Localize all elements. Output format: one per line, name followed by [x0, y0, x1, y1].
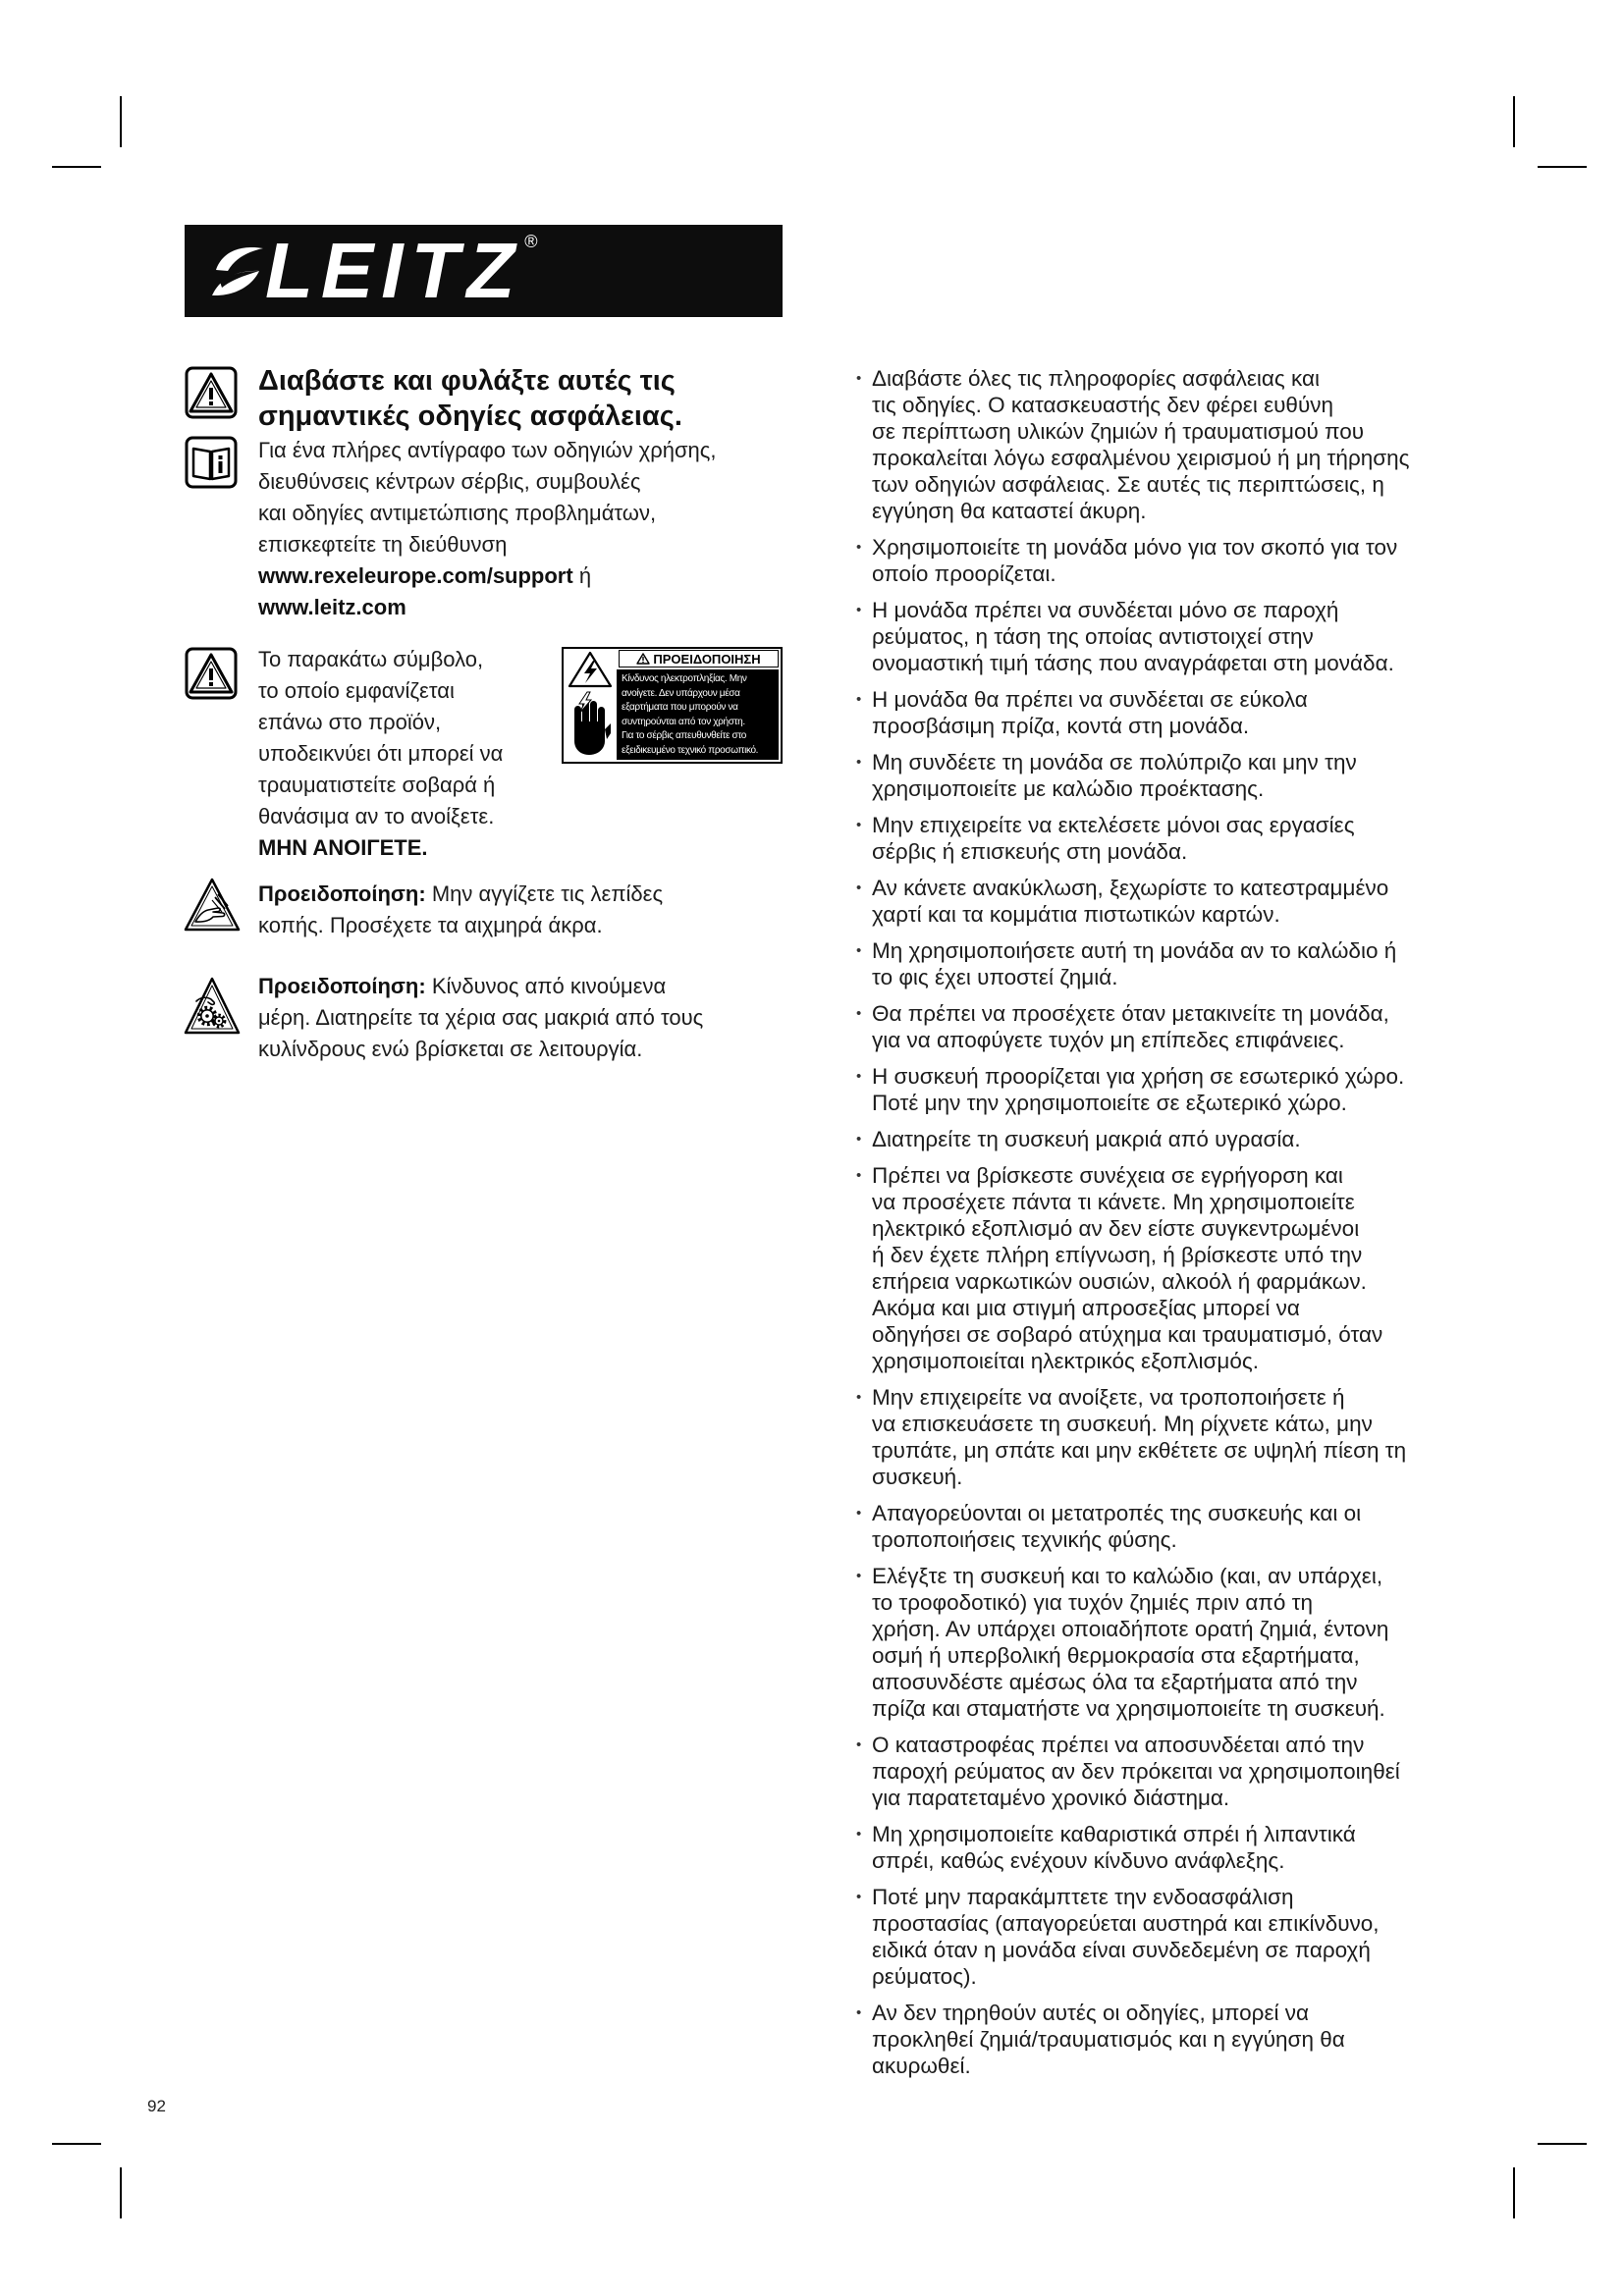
text-line: μέρη. Διατηρείτε τα χέρια σας μακριά από τους: [258, 1005, 704, 1030]
text-line: [258, 971, 703, 1002]
small-warning-icon: [636, 653, 650, 665]
text-line: επάνω στο προϊόν,: [258, 710, 442, 734]
list-item: • Μην επιχειρείτε να εκτελέσετε μόνοι σας εργασίες σέρβις ή επισκευής στη μονάδα.: [856, 812, 1563, 865]
list-item: • Η μονάδα θα πρέπει να συνδέεται σε εύκολα προσβάσιμη πρίζα, κοντά στη μονάδα.: [856, 686, 1563, 739]
text-fragment: Μην αγγίζετε τις λεπίδες: [431, 881, 664, 906]
list-item: • Μην επιχειρείτε να ανοίξετε, να τροποποιήσετε ή να επισκευάσετε τη συσκευή. Μη ρίχνετε κάτω, μην τρυπάτε, μη σπάτε και μην εκθέτετε σε υψηλή πίεση τη συσκευή.: [856, 1384, 1563, 1490]
list-item: • Διατηρείτε τη συσκευή μακριά από υγρασία.: [856, 1126, 1563, 1152]
list-item: • Μη χρησιμοποιήσετε αυτή τη μονάδα αν το καλώδιο ή το φις έχει υποστεί ζημιά.: [856, 937, 1563, 990]
do-not-open-text: ΜΗΝ ΑΝΟΙΓΕΤΕ.: [258, 835, 428, 860]
list-item: • Απαγορεύονται οι μετατροπές της συσκευής και οι τροποποιήσεις τεχνικής φύσης.: [856, 1500, 1563, 1553]
crop-mark-top-left-horizontal: [52, 166, 101, 168]
leitz-url: www.leitz.com: [258, 595, 406, 619]
manual-info-paragraph: [258, 435, 717, 623]
list-item: • Χρησιμοποιείτε τη μονάδα μόνο για τον σκοπό για τον οποίο προορίζεται.: [856, 534, 1563, 587]
text-line: κυλίνδρους ενώ βρίσκεται σε λειτουργία.: [258, 1037, 643, 1061]
label-header: [619, 650, 779, 667]
moving-parts-warning-icon: [183, 976, 242, 1037]
instruction-book-icon: [185, 436, 238, 489]
crop-mark-bottom-left-horizontal: [52, 2143, 101, 2145]
page-number: 92: [147, 2097, 166, 2115]
moving-parts-warning-paragraph: [258, 971, 703, 1065]
warning-triangle-icon: [185, 366, 238, 419]
crop-mark-top-right-horizontal: [1538, 166, 1587, 168]
warning-label-text: Προειδοποίηση:: [258, 974, 426, 998]
text-line: Για ένα πλήρες αντίγραφο των οδηγιών χρήσης,: [258, 438, 717, 462]
text-line: [258, 592, 717, 623]
logo-text: LEITZ: [265, 227, 523, 314]
page-title: [258, 363, 682, 434]
text-line: διευθύνσεις κέντρων σέρβις, συμβουλές: [258, 469, 641, 494]
label-body-text: Κίνδυνος ηλεκτροπληξίας. Μην ανοίγετε. Δεν υπάρχουν μέσα εξαρτήματα που μπορούν να συντηρούνται από τον χρήστη. Για το σέρβις απευθυνθείτε στο εξειδικευμένο τεχνικό προσωπικό.: [617, 669, 779, 760]
warning-label-text: Προειδοποίηση:: [258, 881, 426, 906]
list-item: • Θα πρέπει να προσέχετε όταν μετακινείτε τη μονάδα, για να αποφύγετε τυχόν μη επίπεδες επιφάνειες.: [856, 1000, 1563, 1053]
label-header-text: ΠΡΟΕΙΔΟΠΟΙΗΣΗ: [653, 651, 761, 667]
registered-mark: ®: [524, 232, 538, 251]
crop-mark-bottom-right-vertical: [1513, 2167, 1515, 2218]
text-line: και οδηγίες αντιμετώπισης προβλημάτων,: [258, 501, 657, 525]
list-item: • Η συσκευή προορίζεται για χρήση σε εσωτερικό χώρο. Ποτέ μην την χρησιμοποιείτε σε εξωτερικό χώρο.: [856, 1063, 1563, 1116]
text-line: Το παρακάτω σύμβολο,: [258, 647, 484, 671]
text-fragment: Κίνδυνος από κινούμενα: [431, 974, 667, 998]
or-text: ή: [578, 563, 592, 588]
blade-warning-paragraph: [258, 879, 663, 941]
cutting-blade-warning-icon: [183, 877, 242, 934]
text-line: [258, 879, 663, 910]
logo-wordmark: [265, 225, 537, 317]
text-line: κοπής. Προσέχετε τα αιχμηρά άκρα.: [258, 913, 603, 937]
text-line: θανάσιμα αν το ανοίξετε.: [258, 804, 495, 828]
list-item: • Αν κάνετε ανακύκλωση, ξεχωρίστε το κατεστραμμένο χαρτί και τα κομμάτια πιστωτικών καρτών.: [856, 875, 1563, 928]
list-item: • Αν δεν τηρηθούν αυτές οι οδηγίες, μπορεί να προκληθεί ζημιά/τραυματισμός και η εγγύηση θα ακυρωθεί.: [856, 2000, 1563, 2079]
text-line: [258, 561, 717, 592]
list-item: • Διαβάστε όλες τις πληροφορίες ασφάλειας και τις οδηγίες. Ο κατασκευαστής δεν φέρει ευθύνη σε περίπτωση υλικών ζημιών ή τραυματισμού που προκαλείται λόγω εσφαλμένου χειρισμού ή μη τήρησης των οδηγιών ασφάλειας. Σε αυτές τις περιπτώσεις, η εγγύηση θα καταστεί άκυρη.: [856, 365, 1563, 524]
list-item: • Η μονάδα πρέπει να συνδέεται μόνο σε παροχή ρεύματος, η τάση της οποίας αντιστοιχεί στην ονομαστική τιμή τάσης που αναγράφεται στη μονάδα.: [856, 597, 1563, 676]
text-line: τραυματιστείτε σοβαρά ή: [258, 773, 496, 797]
warning-triangle-icon: [185, 647, 238, 700]
crop-mark-bottom-right-horizontal: [1538, 2143, 1587, 2145]
list-item: • Ελέγξτε τη συσκευή και το καλώδιο (και, αν υπάρχει, το τροφοδοτικό) για τυχόν ζημιές πριν από τη χρήση. Αν υπάρχει οποιαδήποτε ορατή ζημιά, έντονη οσμή ή υπερβολική θερμοκρασία στα εξαρτήματα, αποσυνδέστε αμέσως όλα τα εξαρτήματα από την πρίζα και σταματήστε να χρησιμοποιείτε τη συσκευή.: [856, 1563, 1563, 1722]
product-warning-label: [562, 647, 783, 764]
crop-mark-top-right-vertical: [1513, 96, 1515, 147]
list-item: • Πρέπει να βρίσκεστε συνέχεια σε εγρήγορση και να προσέχετε πάντα τι κάνετε. Μη χρησιμοποιείτε ηλεκτρικό εξοπλισμό αν δεν είστε συγκεντρωμένοι ή δεν έχετε πλήρη επίγνωση, ή βρίσκεστε υπό την επήρεια ναρκωτικών ουσιών, αλκοόλ ή φαρμάκων. Ακόμα και μια στιγμή απροσεξίας μπορεί να οδηγήσει σε σοβαρό ατύχημα και τραυματισμό, όταν χρησιμοποιείται ηλεκτρικός εξοπλισμός.: [856, 1162, 1563, 1374]
heading-line: Διαβάστε και φυλάξτε αυτές τις: [258, 365, 676, 397]
leitz-leaf-icon: [210, 240, 265, 301]
list-item: • Ποτέ μην παρακάμπτετε την ενδοασφάλιση προστασίας (απαγορεύεται αυστηρά και επικίνδυνο, ειδικά όταν η μονάδα είναι συνδεδεμένη σε παροχή ρεύματος).: [856, 1884, 1563, 1990]
crop-mark-bottom-left-vertical: [120, 2167, 122, 2218]
text-line: υποδεικνύει ότι μπορεί να: [258, 741, 504, 766]
symbol-warning-paragraph: [258, 644, 503, 864]
support-url: www.rexeleurope.com/support: [258, 563, 573, 588]
text-line: το οποίο εμφανίζεται: [258, 678, 455, 703]
electric-shock-triangle-icon: [568, 651, 613, 688]
text-line: επισκεφτείτε τη διεύθυνση: [258, 532, 508, 557]
list-item: • Μη χρησιμοποιείτε καθαριστικά σπρέι ή λιπαντικά σπρέι, καθώς ενέχουν κίνδυνο ανάφλεξης.: [856, 1821, 1563, 1874]
list-item: • Μη συνδέετε τη μονάδα σε πολύπριζο και μην την χρησιμοποιείτε με καλώδιο προέκτασης.: [856, 749, 1563, 802]
heading-line: σημαντικές οδηγίες ασφάλειας.: [258, 400, 682, 432]
crop-mark-top-left-vertical: [120, 96, 122, 147]
safety-instructions-list: [856, 365, 1563, 2089]
leitz-logo: [185, 225, 783, 317]
list-item: • Ο καταστροφέας πρέπει να αποσυνδέεται από την παροχή ρεύματος αν δεν πρόκειται να χρησιμοποιηθεί για παρατεταμένο χρονικό διάστημα.: [856, 1732, 1563, 1811]
hand-shock-icon: [568, 690, 613, 759]
